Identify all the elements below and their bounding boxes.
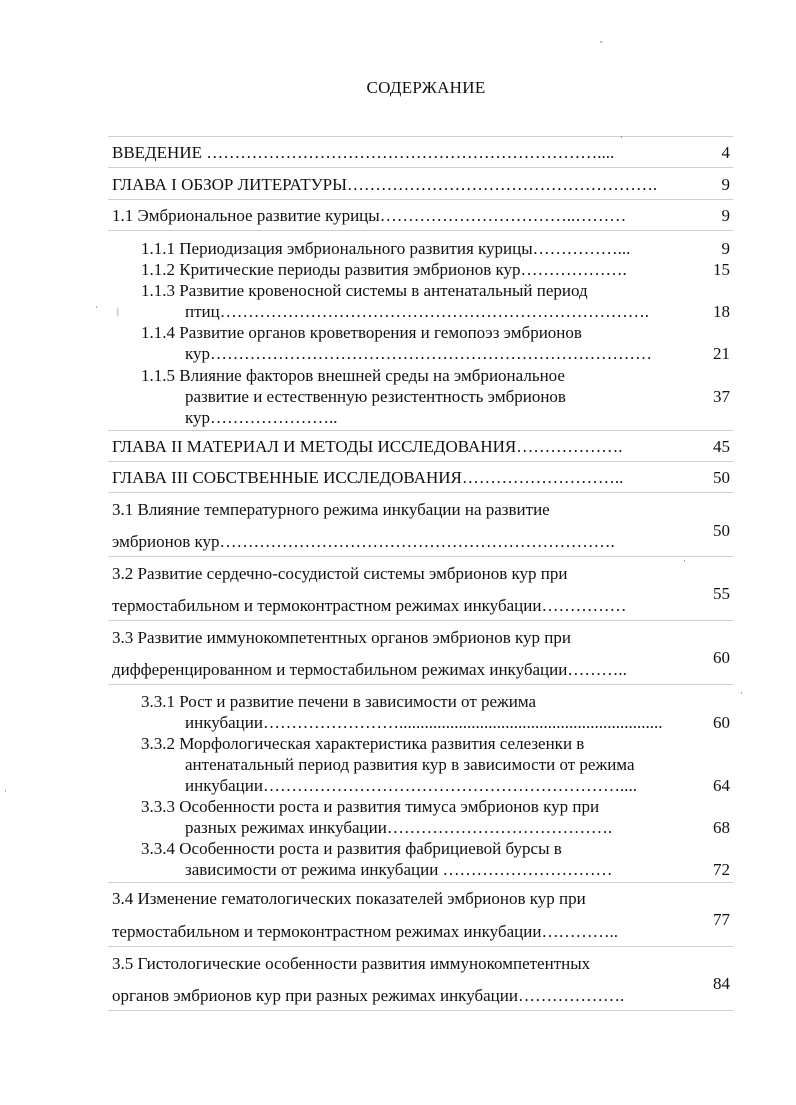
page-number: 55 — [713, 584, 730, 603]
page-number: 9 — [721, 175, 730, 194]
scan-speck: ᵛ — [600, 38, 603, 48]
separator — [108, 556, 733, 557]
toc-entry-1-1-1[interactable]: 1.1.1 Периодизация эмбрионального развития курицы……………... — [141, 239, 631, 258]
separator — [108, 492, 733, 493]
toc-entry-3-5-cont[interactable]: органов эмбрионов кур при разных режимах инкубации………………. — [112, 986, 625, 1005]
toc-entry-1-1-5-cont[interactable]: развитие и естественную резистентность эмбрионов — [185, 387, 566, 406]
toc-entry-3-3-2-cont2[interactable]: инкубации……………………………………………………….... — [185, 776, 637, 795]
page-number: 4 — [721, 143, 730, 162]
scan-speck: · — [620, 132, 623, 142]
toc-entry-1-1[interactable]: 1.1 Эмбриональное развитие курицы……………………………..……… — [112, 206, 627, 225]
scan-speck: · — [683, 556, 686, 566]
separator — [108, 230, 733, 231]
toc-entry-3-3-3-cont[interactable]: разных режимах инкубации…………………………………. — [185, 818, 613, 837]
page-number: 60 — [713, 648, 730, 667]
page-number: 77 — [713, 910, 730, 929]
page-number: 60 — [713, 713, 730, 732]
page-title: СОДЕРЖАНИЕ — [366, 78, 486, 97]
toc-entry-chapter-1[interactable]: ГЛАВА I ОБЗОР ЛИТЕРАТУРЫ………………………………………………. — [112, 175, 658, 194]
separator — [108, 136, 733, 137]
page-number: 68 — [713, 818, 730, 837]
toc-entry-1-1-4[interactable]: 1.1.4 Развитие органов кроветворения и гемопоэз эмбрионов — [141, 323, 582, 342]
toc-entry-1-1-3-cont[interactable]: птиц…………………………………………………………………. — [185, 302, 649, 321]
toc-entry-1-1-5[interactable]: 1.1.5 Влияние факторов внешней среды на эмбриональное — [141, 366, 565, 385]
page-number: 64 — [713, 776, 730, 795]
toc-entry-3-3-3[interactable]: 3.3.3 Особенности роста и развития тимуса эмбрионов кур при — [141, 797, 600, 816]
page-number: 50 — [713, 521, 730, 540]
separator — [108, 684, 733, 685]
toc-entry-introduction[interactable]: ВВЕДЕНИЕ …………………………………………………………….... — [112, 143, 615, 162]
separator — [108, 167, 733, 168]
toc-entry-3-3-1-cont[interactable]: инкубации…………………….............................................................. — [185, 713, 663, 732]
toc-entry-3-3[interactable]: 3.3 Развитие иммунокомпетентных органов эмбрионов кур при — [112, 628, 571, 647]
separator — [108, 199, 733, 200]
scan-speck: | — [117, 306, 119, 316]
scan-speck: · — [95, 302, 98, 312]
scan-speck: · — [4, 786, 7, 796]
scan-speck: · — [740, 688, 743, 698]
page-number: 45 — [713, 437, 730, 456]
separator — [108, 620, 733, 621]
page-number: 37 — [713, 387, 730, 406]
page-number: 15 — [713, 260, 730, 279]
toc-entry-3-1[interactable]: 3.1 Влияние температурного режима инкубации на развитие — [112, 500, 550, 519]
page-number: 9 — [721, 239, 730, 258]
page-number: 9 — [721, 206, 730, 225]
toc-entry-chapter-3[interactable]: ГЛАВА III СОБСТВЕННЫЕ ИССЛЕДОВАНИЯ……………………….. — [112, 468, 624, 487]
toc-entry-3-2[interactable]: 3.2 Развитие сердечно-сосудистой системы эмбрионов кур при — [112, 564, 568, 583]
toc-entry-3-3-1[interactable]: 3.3.1 Рост и развитие печени в зависимости от режима — [141, 692, 537, 711]
page-number: 50 — [713, 468, 730, 487]
page-number: 72 — [713, 860, 730, 879]
page-number: 21 — [713, 344, 730, 363]
toc-entry-3-1-cont[interactable]: эмбрионов кур……………………………………………………………. — [112, 532, 615, 551]
toc-entry-chapter-2[interactable]: ГЛАВА II МАТЕРИАЛ И МЕТОДЫ ИССЛЕДОВАНИЯ………………. — [112, 437, 623, 456]
page-number: 84 — [713, 974, 730, 993]
toc-entry-1-1-4-cont[interactable]: кур…………………………………………………………………… — [185, 344, 653, 363]
toc-entry-3-3-4[interactable]: 3.3.4 Особенности роста и развития фабрициевой бурсы в — [141, 839, 562, 858]
toc-entry-3-4-cont[interactable]: термостабильном и термоконтрастном режимах инкубации………….. — [112, 922, 618, 941]
toc-entry-3-5[interactable]: 3.5 Гистологические особенности развития иммунокомпетентных — [112, 954, 591, 973]
toc-entry-1-1-2[interactable]: 1.1.2 Критические периоды развития эмбрионов кур………………. — [141, 260, 627, 279]
toc-entry-3-3-2[interactable]: 3.3.2 Морфологическая характеристика развития селезенки в — [141, 734, 585, 753]
toc-entry-1-1-3[interactable]: 1.1.3 Развитие кровеносной системы в антенатальный период — [141, 281, 588, 300]
toc-entry-1-1-5-cont2[interactable]: кур………………….. — [185, 408, 338, 427]
separator — [108, 882, 733, 883]
separator — [108, 430, 733, 431]
separator — [108, 1010, 733, 1011]
toc-entry-3-3-2-cont[interactable]: антенатальный период развития кур в зависимости от режима — [185, 755, 635, 774]
separator — [108, 461, 733, 462]
separator — [108, 946, 733, 947]
toc-entry-3-3-cont[interactable]: дифференцированном и термостабильном режимах инкубации……….. — [112, 660, 627, 679]
toc-entry-3-3-4-cont[interactable]: зависимости от режима инкубации ………………………… — [185, 860, 613, 879]
toc-entry-3-2-cont[interactable]: термостабильном и термоконтрастном режимах инкубации…………… — [112, 596, 627, 615]
toc-entry-3-4[interactable]: 3.4 Изменение гематологических показателей эмбрионов кур при — [112, 889, 586, 908]
page-number: 18 — [713, 302, 730, 321]
